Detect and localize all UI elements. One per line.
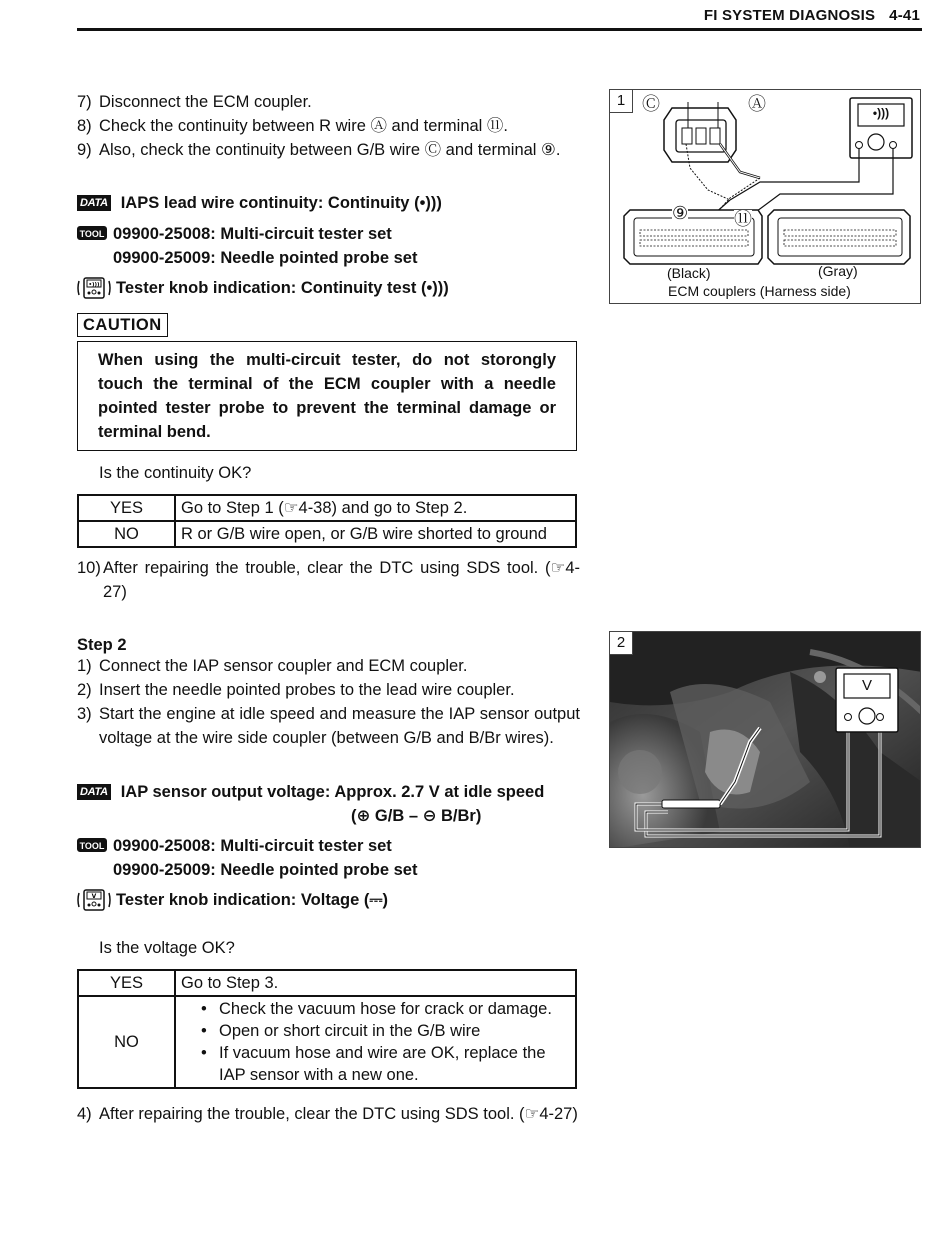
header-rule <box>77 28 922 31</box>
question: Is the continuity OK? <box>99 464 252 482</box>
list-item: 9) Also, check the continuity between G/B wire Ⓒ and terminal ⑨. <box>77 141 561 159</box>
result-table <box>77 969 577 1089</box>
list-item: • If vacuum hose and wire are OK, replace the IAP sensor with a new one. <box>219 1042 570 1086</box>
step1-list <box>77 90 580 162</box>
table-row: NO • Check the vacuum hose for crack or damage. • Open or short circuit in the G/B wire • If vacuum hose and wire are OK, replace the IAP sensor with a new one. <box>78 996 576 1088</box>
result-table <box>77 494 577 548</box>
meter-symbol: •))) <box>872 106 890 120</box>
tester-icon <box>77 889 111 911</box>
engine-photo <box>610 632 921 848</box>
label-gray: (Gray) <box>818 263 858 279</box>
figure-engine-photo <box>609 631 921 848</box>
table-row: NO R or G/B wire open, or G/B wire shorted to ground <box>78 521 576 547</box>
knob-spec: •))) Tester knob indication: Continuity test (•))) <box>77 276 449 300</box>
meter-symbol: V <box>861 677 872 694</box>
step2-heading: Step 2 <box>77 636 127 654</box>
figure-caption: ECM couplers (Harness side) <box>668 283 851 299</box>
label-terminal-11: ⑪ <box>734 209 752 229</box>
svg-text:•))): •))) <box>88 282 100 288</box>
label-c: Ⓒ <box>642 94 660 114</box>
step2-list <box>77 654 580 750</box>
data-spec: DATA IAP sensor output voltage: Approx. 2.7 V at idle speed <box>77 780 544 804</box>
list-item: 7) Disconnect the ECM coupler. <box>77 93 312 111</box>
tool-icon: TOOL <box>77 838 107 852</box>
data-icon: DATA <box>77 195 111 211</box>
list-item: 1) Connect the IAP sensor coupler and ECM coupler. <box>77 657 468 675</box>
wiring-diagram <box>610 90 921 304</box>
list-item: • Check the vacuum hose for crack or damage. <box>219 998 570 1020</box>
figure-number: 1 <box>610 90 633 113</box>
page-header <box>690 7 920 24</box>
tool-spec: TOOL 09900-25008: Multi-circuit tester set 09900-25009: Needle pointed probe set <box>77 222 417 270</box>
page-number: 4-41 <box>889 7 920 24</box>
data-spec-polarity: (⊕ G/B – ⊖ B/Br) <box>351 807 482 825</box>
caution-label-wrap <box>77 313 168 337</box>
list-item: 4) After repairing the trouble, clear the DTC using SDS tool. (☞4-27) <box>77 1105 578 1123</box>
data-spec: DATA IAPS lead wire continuity: Continuity (•))) <box>77 191 442 215</box>
figure-ecm-couplers <box>609 89 921 304</box>
label-a: Ⓐ <box>748 94 766 114</box>
table-row: YES Go to Step 3. <box>78 970 576 996</box>
tool-icon: TOOL <box>77 226 107 240</box>
question: Is the voltage OK? <box>99 939 235 957</box>
section-title: FI SYSTEM DIAGNOSIS <box>703 7 876 24</box>
tool-spec: TOOL 09900-25008: Multi-circuit tester set 09900-25009: Needle pointed probe set <box>77 834 417 882</box>
label-terminal-9: ⑨ <box>672 203 689 223</box>
knob-spec: V Tester knob indication: Voltage (⎓) <box>77 888 388 912</box>
data-icon: DATA <box>77 784 111 800</box>
label-black: (Black) <box>667 265 711 281</box>
list-item: • Open or short circuit in the G/B wire <box>219 1020 570 1042</box>
list-item: 2) Insert the needle pointed probes to the lead wire coupler. <box>77 681 515 699</box>
caution-label: CAUTION <box>77 313 168 337</box>
table-row: YES Go to Step 1 (☞4-38) and go to Step 2. <box>78 495 576 521</box>
list-item: 10) After repairing the trouble, clear the DTC using SDS tool. (☞4-27) <box>77 559 580 601</box>
list-item: 8) Check the continuity between R wire Ⓐ and terminal ⑪. <box>77 117 509 135</box>
caution-box: When using the multi-circuit tester, do not storongly touch the terminal of the ECM coupler with a needle pointed tester probe to prevent the terminal damage or terminal bend. <box>77 341 577 451</box>
figure-number: 2 <box>610 632 633 655</box>
no-actions-list <box>201 998 570 1086</box>
list-item: 3) Start the engine at idle speed and measure the IAP sensor output voltage at the wire side coupler (between G/B and B/Br wires). <box>77 705 580 747</box>
svg-text:V: V <box>91 893 97 900</box>
tester-icon <box>77 277 111 299</box>
